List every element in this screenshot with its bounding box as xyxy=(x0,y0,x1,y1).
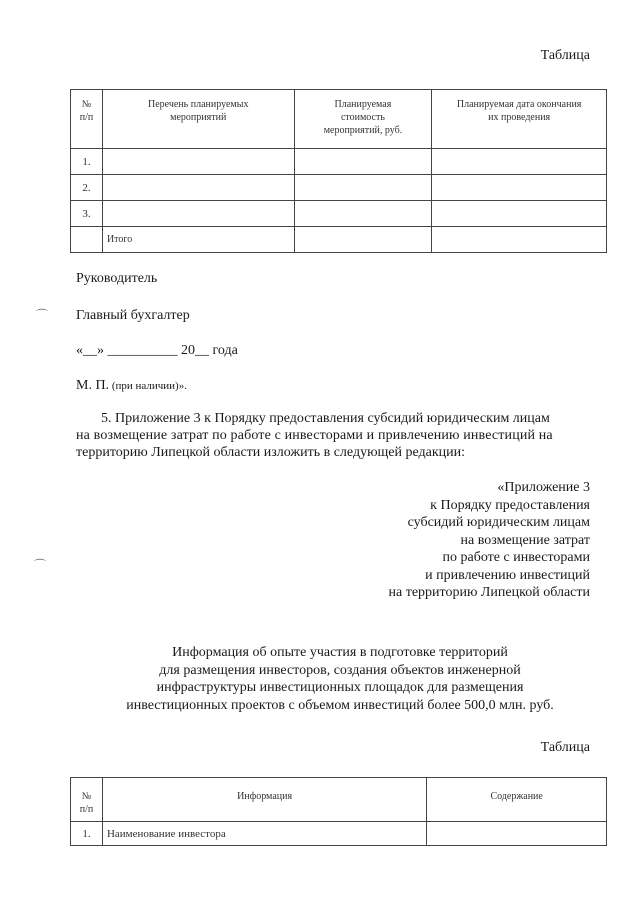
appendix-line: «Приложение 3 xyxy=(497,480,590,495)
col-header-end-date xyxy=(432,90,607,149)
col-header-number-text: № п/п xyxy=(79,99,94,123)
appendix-line: на территорию Липецкой области xyxy=(388,585,590,600)
row-number xyxy=(71,227,103,253)
table-row xyxy=(71,149,607,175)
row-activity xyxy=(102,149,294,175)
col-header-information-text: Информация xyxy=(237,791,293,802)
row-number: 2. xyxy=(71,175,103,201)
row-date xyxy=(432,175,607,201)
investor-info-table xyxy=(70,777,607,846)
appendix-line: по работе с инвесторами xyxy=(442,550,590,565)
date-line: «__» __________ 20__ года xyxy=(76,343,238,358)
col-header-number-text: № п/п xyxy=(79,791,94,815)
table-row xyxy=(71,822,607,846)
col-header-number xyxy=(71,90,103,149)
col-header-activities-text: Перечень планируемых мероприятий xyxy=(148,99,249,123)
row-total-label: Итого xyxy=(102,227,294,253)
row-activity xyxy=(102,175,294,201)
seal-line xyxy=(76,377,187,395)
appendix-line: к Порядку предоставления xyxy=(430,497,590,513)
appendix-line: и привлечению инвестиций xyxy=(425,567,590,583)
col-header-activities xyxy=(102,90,294,149)
seal-note: (при наличии)». xyxy=(109,380,187,392)
col-header-cost xyxy=(294,90,432,149)
col-header-information xyxy=(102,778,426,822)
title-line: инфраструктуры инвестиционных площадок для размещения xyxy=(156,680,524,695)
signature-accountant: Главный бухгалтер xyxy=(76,308,190,323)
paragraph5-line2: на возмещение затрат по работе с инвесторами и привлечению инвестиций на xyxy=(76,428,553,443)
table-row xyxy=(71,201,607,227)
document-title xyxy=(60,644,620,714)
col-header-content-text: Содержание xyxy=(490,791,543,802)
row-date xyxy=(432,201,607,227)
col-header-number xyxy=(71,778,103,822)
paragraph5-line3: территорию Липецкой области изложить в следующей редакции: xyxy=(76,445,466,460)
margin-mark: ⌒ xyxy=(36,308,49,322)
row-number: 1. xyxy=(71,822,103,846)
row-number: 1. xyxy=(71,149,103,175)
title-line: инвестиционных проектов с объемом инвестиций более 500,0 млн. руб. xyxy=(126,697,554,713)
table-row xyxy=(71,175,607,201)
planned-activities-table xyxy=(70,89,607,253)
col-header-cost-text: Планируемая стоимость мероприятий, руб. xyxy=(323,99,403,136)
title-line: для размещения инвесторов, создания объектов инженерной xyxy=(159,662,521,678)
appendix-line: субсидий юридическим лицам xyxy=(407,515,590,530)
row-cost xyxy=(294,201,432,227)
appendix-line: на возмещение затрат xyxy=(460,532,590,548)
margin-mark: ⌒ xyxy=(34,558,47,572)
row-date xyxy=(432,227,607,253)
paragraph5-line1: 5. Приложение 3 к Порядку предоставления субсидий юридическим лицам xyxy=(101,411,550,426)
signature-head: Руководитель xyxy=(76,271,158,286)
seal-main: М. П. xyxy=(76,378,110,393)
row-value xyxy=(427,822,607,846)
col-header-content xyxy=(427,778,607,822)
row-activity xyxy=(102,201,294,227)
table-row-total xyxy=(71,227,607,253)
appendix-block xyxy=(290,479,590,602)
row-label: Наименование инвестора xyxy=(102,822,426,846)
row-cost xyxy=(294,175,432,201)
row-date xyxy=(432,149,607,175)
row-number: 3. xyxy=(71,201,103,227)
col-header-end-date-text: Планируемая дата окончания их проведения xyxy=(456,99,582,123)
table1-caption: Таблица xyxy=(540,48,590,63)
title-line: Информация об опыте участия в подготовке территорий xyxy=(172,645,508,660)
table2-caption: Таблица xyxy=(540,740,590,755)
row-cost xyxy=(294,149,432,175)
row-cost xyxy=(294,227,432,253)
